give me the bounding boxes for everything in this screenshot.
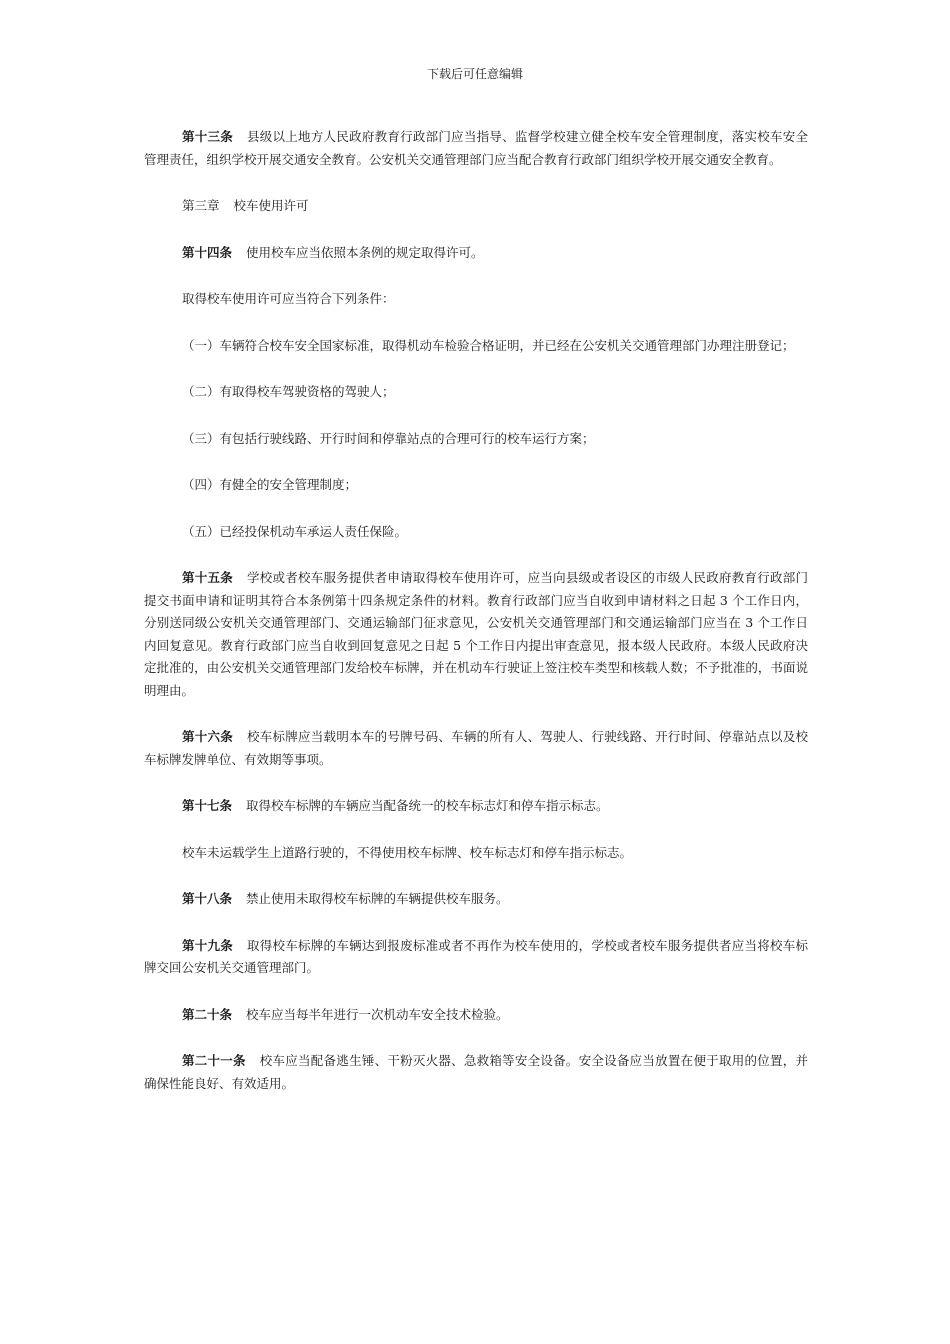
article-15 (144, 567, 808, 702)
page-header: 下载后可任意编辑 (426, 67, 523, 81)
article-number: 第十三条 (182, 129, 234, 144)
conditions-intro: 取得校车使用许可应当符合下列条件： (182, 291, 395, 306)
article-number: 第十八条 (182, 891, 233, 906)
condition-4: （四）有健全的安全管理制度； (182, 477, 358, 492)
article-19 (144, 935, 808, 980)
article-text: 使用校车应当依照本条例的规定取得许可。 (246, 244, 484, 260)
article-text: 学校或者校车服务提供者申请取得校车使用许可，应当向县级或者设区的市级人民政府教育行政部门提交书面申请和证明其符合本条例第十四条规定条件的材料。教育行政部门应当自收到申请材料之日起 3 个工作日内，分别送同级公安机关交通管理部门、交通运输部门征求意见，公安机关交通管理部门和交通运输部门应当在 3 个工作日内回复意见。教育行政部门应当自收到回复意见之日起 5 个工作日内提出审查意见，报本级人民政府。本级人民政府决定批准的，由公安机关交通管理部门发给校车标牌，并在机动车行驶证上签注校车类型和核载人数；不予批准的，书面说明理由。 (144, 570, 808, 698)
article-number: 第十七条 (182, 798, 233, 813)
article-16 (144, 726, 808, 771)
article-number: 第十四条 (182, 244, 233, 260)
article-text: 校车应当配备逃生锤、干粉灭火器、急救箱等安全设备。安全设备应当放置在便于取用的位置，并确保性能良好、有效适用。 (144, 1053, 808, 1091)
condition-3: （三）有包括行驶线路、开行时间和停靠站点的合理可行的校车运行方案； (182, 430, 595, 446)
article-text: 取得校车标牌的车辆应当配备统一的校车标志灯和停车指示标志。 (246, 798, 609, 813)
article-text: 禁止使用未取得校车标牌的车辆提供校车服务。 (246, 891, 509, 906)
article-text: 校车应当每半年进行一次机动车安全技术检验。 (246, 1006, 509, 1022)
condition-1: （一）车辆符合校车安全国家标准，取得机动车检验合格证明，并已经在公安机关交通管理部门办理注册登记； (182, 337, 795, 353)
article-number: 第十九条 (182, 937, 234, 953)
article-text: 取得校车标牌的车辆达到报废标准或者不再作为校车使用的，学校或者校车服务提供者应当将校车标牌交回公安机关交通管理部门。 (144, 937, 808, 975)
article-14 (144, 242, 808, 265)
chapter-title: 校车使用许可 (233, 198, 309, 213)
article-text: 校车标牌应当载明本车的号牌号码、车辆的所有人、驾驶人、行驶线路、开行时间、停靠站点以及校车标牌发牌单位、有效期等事项。 (144, 729, 808, 767)
article-number: 第二十条 (182, 1006, 233, 1022)
article-17-paragraph-2: 校车未运载学生上道路行驶的，不得使用校车标牌、校车标志灯和停车指示标志。 (182, 844, 633, 860)
article-number: 第二十一条 (182, 1053, 246, 1068)
article-number: 第十六条 (182, 729, 234, 744)
article-text: 县级以上地方人民政府教育行政部门应当指导、监督学校建立健全校车安全管理制度，落实校车安全管理责任，组织学校开展交通安全教育。公安机关交通管理部门应当配合教育行政部门组织学校开展交通安全教育。 (144, 129, 808, 167)
article-13 (144, 126, 808, 171)
article-18 (144, 888, 808, 911)
article-17 (144, 795, 808, 818)
article-21 (144, 1050, 808, 1095)
condition-5: （五）已经投保机动车承运人责任保险。 (182, 523, 408, 539)
article-20 (144, 1004, 808, 1027)
chapter-3-heading (144, 195, 808, 218)
condition-2: （二）有取得校车驾驶资格的驾驶人； (182, 384, 395, 399)
article-number: 第十五条 (182, 570, 234, 585)
chapter-number: 第三章 (182, 198, 220, 213)
document-body (144, 126, 808, 1119)
